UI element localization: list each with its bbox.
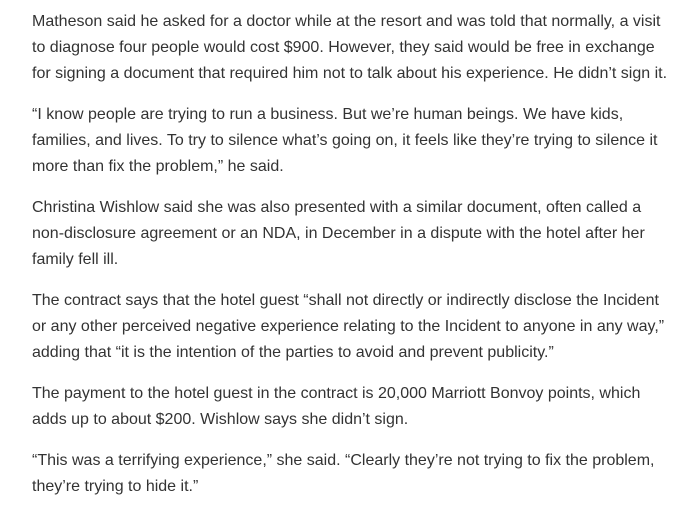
article-paragraph: Matheson said he asked for a doctor while at the resort and was told that normally, a visit to diagnose four people would cost $900. However, they said would be free in exchange for signing a document that required him not to talk about his experience. He didn’t sign it. — [32, 13, 668, 82]
article-paragraph: The contract says that the hotel guest “shall not directly or indirectly disclose the Incident or any other perceived negative experience relating to the Incident to anyone in any way,” adding that “it is the intention of the parties to avoid and prevent publicity.” — [32, 292, 665, 361]
article-paragraph: Christina Wishlow said she was also presented with a similar document, often called a non-disclosure agreement or an NDA, in December in a dispute with the hotel after her family fell ill. — [32, 199, 645, 268]
article-paragraph: The payment to the hotel guest in the contract is 20,000 Marriott Bonvoy points, which adds up to about $200. Wishlow says she didn’t sign. — [32, 385, 641, 428]
article-paragraph: “I know people are trying to run a business. But we’re human beings. We have kids, families, and lives. To try to silence what’s going on, it feels like they’re trying to silence it more than fix the problem,” he said. — [32, 106, 658, 175]
article-paragraph: “This was a terrifying experience,” she said. “Clearly they’re not trying to fix the problem, they’re trying to hide it.” — [32, 452, 655, 495]
